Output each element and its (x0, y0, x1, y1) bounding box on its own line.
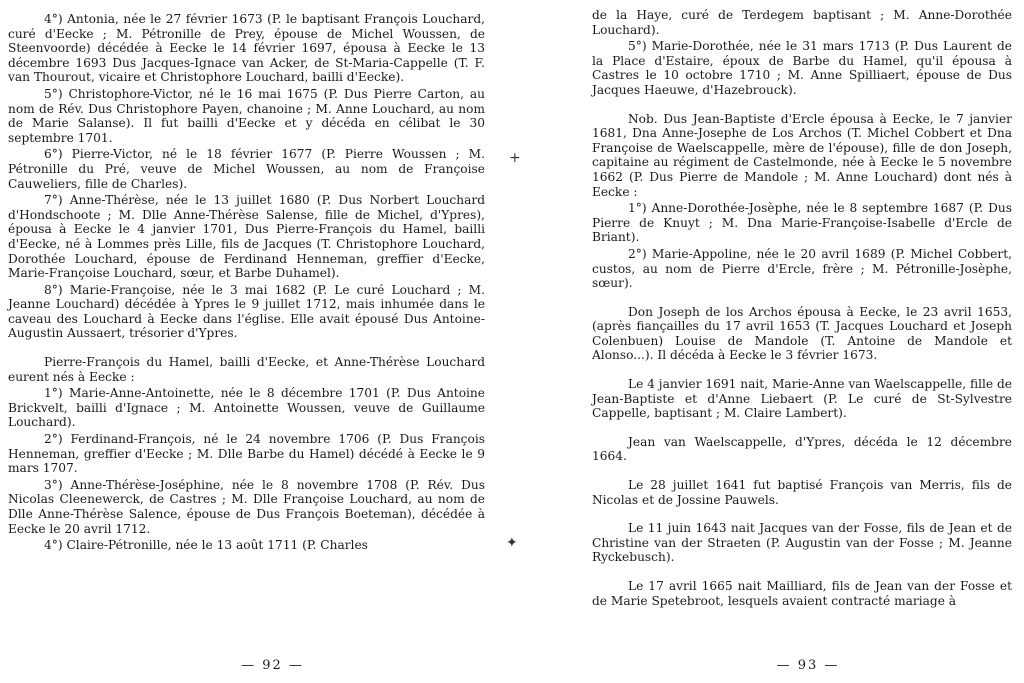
ink-mark-icon: ✦ (506, 535, 518, 551)
paragraph: Nob. Dus Jean-Baptiste d'Ercle épousa à Eecke, le 7 janvier 1681, Dna Anne-Josephe de Los Archos (T. Michel Cobbert et Dna Françoise de Waelscappelle, mère de l'épouse), fille de don Joseph, capitaine au régiment de Castelmonde, née à Eecke le 5 novembre 1662 (P. Dus Pierre de Mandole ; M. Anne Louchard) dont nés à Eecke : (592, 111, 1012, 199)
paragraph: 2°) Marie-Appoline, née le 20 avril 1689 (P. Michel Cobbert, custos, au nom de Pierre d'Ercle, frère ; M. Pétronille-Josèphe, sœur). (592, 246, 1012, 291)
paragraph: de la Haye, curé de Terdegem baptisant ; M. Anne-Dorothée Louchard). (592, 8, 1012, 37)
ink-mark-icon: + (509, 150, 521, 166)
right-page (512, 0, 1024, 683)
page-number: — 92 — (241, 658, 304, 673)
paragraph: Le 17 avril 1665 nait Mailliard, fils de Jean van der Fosse et de Marie Spetebroot, lesquels avaient contracté mariage à (592, 579, 1012, 608)
paragraph: Pierre-François du Hamel, bailli d'Eecke, et Anne-Thérèse Louchard eurent nés à Eecke : (8, 355, 485, 384)
paragraph: 5°) Christophore-Victor, né le 16 mai 1675 (P. Dus Pierre Carton, au nom de Rév. Dus Christophore Payen, chanoine ; M. Anne Louchard, au nom de Marie Salanse). Il fut bailli d'Eecke et y décéda en célibat le 30 septembre 1701. (8, 86, 485, 145)
paragraph: 6°) Pierre-Victor, né le 18 février 1677 (P. Pierre Woussen ; M. Pétronille du Pré, veuve de Michel Woussen, au nom de Françoise Cauweliers, fille de Charles). (8, 147, 485, 191)
paragraph: Don Joseph de los Archos épousa à Eecke, le 23 avril 1653, (après fiançailles du 17 avril 1653 (T. Jacques Louchard et Joseph Colenbuen) Louise de Mandole (T. Antoine de Mandole et Alonso...). Il décéda à Eecke le 3 février 1673. (592, 304, 1012, 363)
paragraph: Le 28 juillet 1641 fut baptisé François van Merris, fils de Nicolas et de Jossine Pauwels. (592, 478, 1012, 507)
paragraph: Le 11 juin 1643 nait Jacques van der Fosse, fils de Jean et de Christine van der Straeten (P. Augustin van der Fosse ; M. Jeanne Ryckebusch). (592, 521, 1012, 565)
paragraph: 7°) Anne-Thérèse, née le 13 juillet 1680 (P. Dus Norbert Louchard d'Hondschoote ; M. Dlle Anne-Thérèse Salense, fille de Michel, d'Ypres), épousa à Eecke le 4 janvier 1701, Dus Pierre-François du Hamel, bailli d'Eecke, né à Lommes près Lille, fils de Jacques (T. Christophore Louchard, Dorothée Louchard, épouse de Ferdinand Henneman, greffier d'Eecke, Marie-Françoise Louchard, sœur, et Barbe Duhamel). (8, 193, 485, 281)
paragraph: 1°) Anne-Dorothée-Josèphe, née le 8 septembre 1687 (P. Dus Pierre de Knuyt ; M. Dna Marie-Françoise-Isabelle d'Ercle de Briant). (592, 201, 1012, 245)
left-page (0, 0, 505, 683)
paragraph: 4°) Antonia, née le 27 février 1673 (P. le baptisant François Louchard, curé d'Eecke ; M. Pétronille de Prey, épouse de Michel Woussen, de Steenvoorde) décédée à Eecke le 14 février 1697, épousa à Eecke le 13 décembre 1693 Dus Jacques-Ignace van Acker, de St-Maria-Cappelle (T. F. van Thourout, vicaire et Christophore Louchard, bailli d'Eecke). (8, 12, 485, 85)
paragraph: 8°) Marie-Françoise, née le 3 mai 1682 (P. Le curé Louchard ; M. Jeanne Louchard) décédée à Ypres le 9 juillet 1712, mais inhumée dans le caveau des Louchard à Eecke dans l'église. Elle avait épousé Dus Antoine-Augustin Aussaert, trésorier d'Ypres. (8, 282, 485, 341)
paragraph: 1°) Marie-Anne-Antoinette, née le 8 décembre 1701 (P. Dus Antoine Brickvelt, bailli d'Ignace ; M. Antoinette Woussen, veuve de Guillaume Louchard). (8, 386, 485, 430)
paragraph: Jean van Waelscappelle, d'Ypres, décéda le 12 décembre 1664. (592, 434, 1012, 464)
paragraph: 2°) Ferdinand-François, né le 24 novembre 1706 (P. Dus François Henneman, greffier d'Eecke ; M. Dlle Barbe du Hamel) décédé à Eecke le 9 mars 1707. (8, 432, 485, 476)
paragraph: 5°) Marie-Dorothée, née le 31 mars 1713 (P. Dus Laurent de la Place d'Estaire, époux de Barbe du Hamel, qu'il épousa à Castres le 10 octobre 1710 ; M. Anne Spilliaert, épouse de Dus Jacques Haeuwe, d'Hazebrouck). (592, 39, 1012, 97)
page-number: — 93 — (776, 658, 840, 673)
paragraph: Le 4 janvier 1691 nait, Marie-Anne van Waelscappelle, fille de Jean-Baptiste et d'Anne Liebaert (P. Le curé de St-Sylvestre Cappelle, baptisant ; M. Claire Lambert). (592, 377, 1012, 421)
paragraph: 4°) Claire-Pétronille, née le 13 août 1711 (P. Charles (44, 538, 368, 553)
paragraph: 3°) Anne-Thérèse-Joséphine, née le 8 novembre 1708 (P. Rév. Dus Nicolas Cleenewerck, de Castres ; M. Dlle Françoise Louchard, au nom de Dlle Anne-Thérèse Salence, épouse de Dus François Boeteman), décédée à Eecke le 20 avril 1712. (8, 477, 485, 536)
